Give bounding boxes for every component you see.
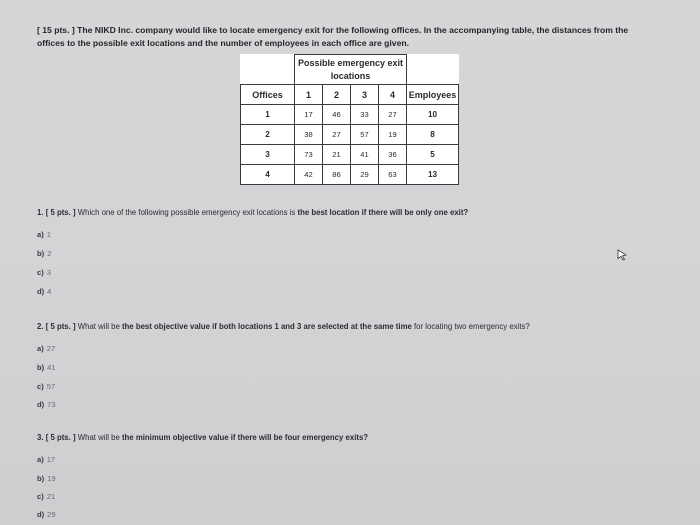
distance-cell: 41 [351, 145, 379, 165]
table-row [241, 145, 459, 165]
option-3c[interactable] [37, 492, 55, 501]
distance-cell: 29 [351, 165, 379, 185]
option-label: b) [37, 474, 45, 483]
question-emphasis: the best location if there will be only one exit? [297, 208, 469, 217]
option-value: 4 [47, 287, 52, 296]
option-label: b) [37, 363, 45, 372]
question-points: [ 5 pts. ] [45, 322, 76, 331]
distance-cell: 42 [295, 165, 323, 185]
office-cell: 1 [241, 105, 295, 125]
distance-cell: 46 [323, 105, 351, 125]
question-1 [37, 208, 468, 217]
option-value: 1 [46, 230, 51, 239]
option-value: 73 [47, 400, 56, 409]
option-label: d) [37, 510, 45, 519]
question-text-end: for locating two emergency exits? [414, 322, 530, 331]
option-1d[interactable] [37, 287, 51, 296]
col-header-employees: Employees [407, 85, 459, 105]
question-number: 3. [37, 433, 44, 442]
question-points: [ 5 pts. ] [45, 208, 76, 217]
option-label: d) [37, 287, 45, 296]
office-cell: 3 [241, 145, 295, 165]
option-value: 19 [47, 474, 56, 483]
mouse-cursor-icon [616, 249, 628, 261]
option-2d[interactable] [37, 400, 56, 409]
distance-cell: 73 [295, 145, 323, 165]
question-emphasis: the minimum objective value if there will be four emergency exits? [121, 433, 369, 442]
option-1b[interactable] [37, 249, 51, 258]
col-header-loc-2: 2 [323, 85, 351, 105]
question-text: Which one of the following possible emergency exit locations is [77, 208, 296, 217]
col-header-loc-1: 1 [295, 85, 323, 105]
table-corner [241, 55, 295, 85]
option-value: 2 [47, 249, 52, 258]
option-label: a) [37, 344, 44, 353]
table-corner-right [407, 55, 459, 85]
employees-cell: 13 [407, 165, 459, 185]
option-1c[interactable] [37, 268, 51, 277]
distance-cell: 33 [351, 105, 379, 125]
option-value: 21 [46, 492, 56, 501]
question-text: What will be [77, 322, 120, 331]
option-2b[interactable] [37, 363, 56, 372]
question-points: [ 5 pts. ] [45, 433, 76, 442]
employees-cell: 5 [407, 145, 459, 165]
intro-text: The NIKD Inc. company would like to locate emergency exit for the following offices. In the accompanying table, the distances from the offices to the possible exit locations and the number of employees in each office are given. [37, 25, 629, 48]
question-2 [37, 322, 530, 331]
distance-cell: 27 [323, 125, 351, 145]
option-value: 27 [46, 344, 56, 353]
option-value: 3 [46, 268, 51, 277]
distance-cell: 86 [323, 165, 351, 185]
col-header-offices: Offices [241, 85, 295, 105]
option-3a[interactable] [37, 455, 55, 464]
question-text: What will be [77, 433, 120, 442]
distance-cell: 38 [295, 125, 323, 145]
office-cell: 2 [241, 125, 295, 145]
col-header-loc-4: 4 [379, 85, 407, 105]
option-value: 57 [46, 382, 56, 391]
option-value: 29 [47, 510, 56, 519]
option-label: c) [37, 268, 44, 277]
option-label: b) [37, 249, 45, 258]
table-row [241, 105, 459, 125]
table-row [241, 125, 459, 145]
distance-cell: 19 [379, 125, 407, 145]
option-2a[interactable] [37, 344, 55, 353]
col-header-loc-3: 3 [351, 85, 379, 105]
question-emphasis: the best objective value if both locations 1 and 3 are selected at the same time [121, 322, 412, 331]
option-1a[interactable] [37, 230, 51, 239]
office-cell: 4 [241, 165, 295, 185]
distance-table [240, 54, 459, 185]
option-label: a) [37, 455, 44, 464]
option-label: c) [37, 492, 44, 501]
option-label: d) [37, 400, 45, 409]
option-label: c) [37, 382, 44, 391]
span-header: Possible emergency exit locations [295, 55, 407, 85]
intro-paragraph [37, 24, 657, 50]
employees-cell: 10 [407, 105, 459, 125]
option-value: 17 [46, 455, 56, 464]
distance-cell: 63 [379, 165, 407, 185]
distance-cell: 36 [379, 145, 407, 165]
question-3 [37, 433, 368, 442]
option-3b[interactable] [37, 474, 56, 483]
option-3d[interactable] [37, 510, 56, 519]
distance-cell: 27 [379, 105, 407, 125]
option-label: a) [37, 230, 44, 239]
table-row [241, 165, 459, 185]
option-value: 41 [47, 363, 56, 372]
distance-cell: 17 [295, 105, 323, 125]
question-number: 2. [37, 322, 44, 331]
employees-cell: 8 [407, 125, 459, 145]
intro-points: [ 15 pts. ] [37, 25, 75, 35]
distance-cell: 57 [351, 125, 379, 145]
question-number: 1. [37, 208, 44, 217]
option-2c[interactable] [37, 382, 55, 391]
distance-cell: 21 [323, 145, 351, 165]
